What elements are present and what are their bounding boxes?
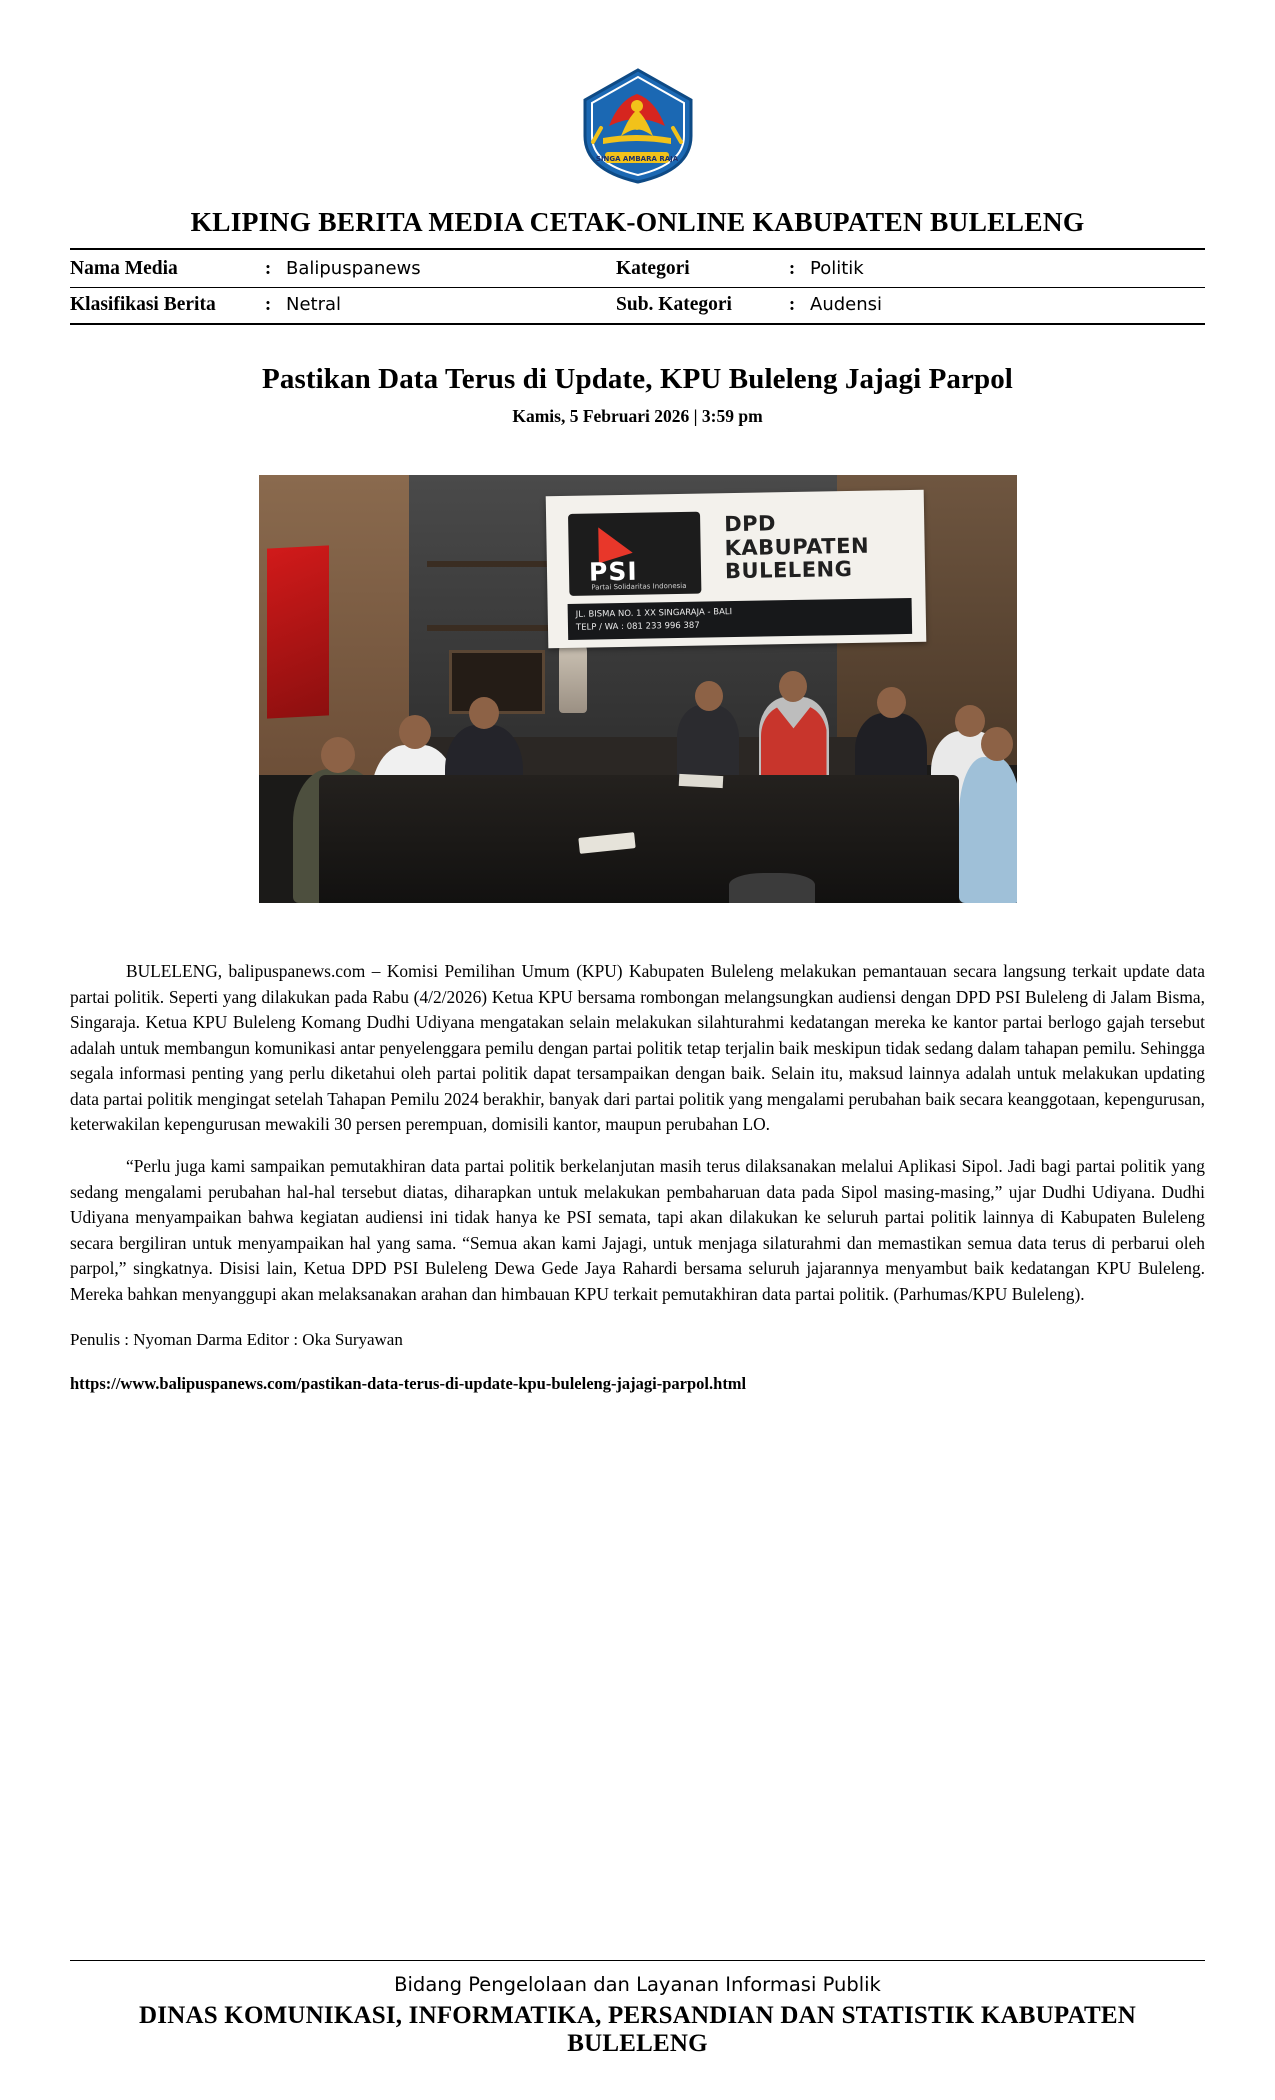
article-date: Kamis, 5 Februari 2026 | 3:59 pm <box>512 406 763 426</box>
article-title: Pastikan Data Terus di Update, KPU Buleleng Jajagi Parpol <box>262 363 1013 395</box>
photo-person-far-1-head <box>695 681 723 711</box>
photo-psi-logo-box <box>568 512 701 596</box>
photo-psi-banner <box>545 490 926 649</box>
article-byline: Penulis : Nyoman Darma Editor : Oka Suryawan <box>70 1329 403 1349</box>
colon-3: : <box>264 294 272 315</box>
footer-line-1: Bidang Pengelolaan dan Layanan Informasi Publik <box>394 1973 881 1996</box>
photo-table <box>319 775 959 903</box>
colon-1: : <box>264 258 272 279</box>
article-photo <box>259 475 1017 903</box>
label-nama-media: Nama Media <box>70 258 178 279</box>
metadata-table <box>70 252 1205 323</box>
photo-person-left-3-head <box>469 697 499 729</box>
photo-person-far-3-head <box>877 687 906 718</box>
value-kategori: Politik <box>810 258 864 279</box>
psi-subtext: Partai Solidaritas Indonesia <box>590 581 687 592</box>
photo-paper-2 <box>678 774 723 788</box>
article-photo-container <box>70 475 1205 903</box>
photo-person-right-1-head <box>955 705 985 737</box>
emblem-container <box>70 66 1205 184</box>
photo-person-right-2-head <box>981 727 1013 761</box>
value-nama-media: Balipuspanews <box>286 258 421 279</box>
colon-4: : <box>788 294 796 315</box>
photo-person-foreground <box>729 873 815 903</box>
value-klasifikasi-berita: Netral <box>286 294 342 315</box>
psi-banner-address: JL. BISMA NO. 1 XX SINGARAJA - BALI TELP / WA : 081 233 996 387 <box>567 598 912 640</box>
document-footer <box>70 1960 1205 2058</box>
article-body <box>70 959 1205 1308</box>
masthead-rule-top <box>70 248 1205 250</box>
value-sub-kategori: Audensi <box>810 294 883 315</box>
photo-person-left-2-head <box>399 715 431 749</box>
photo-statue <box>559 639 587 713</box>
metadata-row-2 <box>70 288 1205 323</box>
psi-wordmark: PSI <box>588 556 638 587</box>
metadata-row-1 <box>70 252 1205 287</box>
photo-person-right-2 <box>959 757 1017 903</box>
colon-2: : <box>788 258 796 279</box>
metadata-rule-bottom <box>70 323 1205 325</box>
masthead-title: KLIPING BERITA MEDIA CETAK-ONLINE KABUPATEN BULELENG <box>190 206 1085 237</box>
photo-red-poster <box>267 545 329 718</box>
buleleng-regency-emblem-icon <box>579 66 697 184</box>
photo-person-far-2-head <box>779 671 807 702</box>
photo-shelf-upper <box>427 561 557 567</box>
photo-shelf-lower <box>427 625 557 631</box>
footer-line-2: DINAS KOMUNIKASI, INFORMATIKA, PERSANDIAN DAN STATISTIK KABUPATEN BULELENG <box>139 2002 1136 2057</box>
label-kategori: Kategori <box>616 258 690 279</box>
label-klasifikasi-berita: Klasifikasi Berita <box>70 294 216 315</box>
article-source-url[interactable]: https://www.balipuspanews.com/pastikan-data-terus-di-update-kpu-buleleng-jajagi-parpol.html <box>70 1373 747 1393</box>
footer-rule <box>70 1960 1205 1961</box>
psi-banner-title: DPD KABUPATEN BULELENG <box>723 511 869 584</box>
svg-text:SINGA AMBARA RAJA: SINGA AMBARA RAJA <box>595 155 678 163</box>
photo-person-left-1-head <box>321 737 355 773</box>
label-sub-kategori: Sub. Kategori <box>616 294 732 315</box>
article-paragraph-1: BULELENG, balipuspanews.com – Komisi Pemilihan Umum (KPU) Kabupaten Buleleng melakukan pemantauan secara langsung terkait update data partai politik. Seperti yang dilakukan pada Rabu (4/2/2026) Ketua KPU bersama rombongan melangsungkan audiensi dengan DPD PSI Buleleng di Jalam Bisma, Singaraja. Ketua KPU Buleleng Komang Dudhi Udiyana mengatakan selain melakukan silahturahmi kedatangan mereka ke kantor partai berlogo gajah tersebut adalah untuk membangun komunikasi antar penyelenggara pemilu dengan partai politik tetap terjalin baik meskipun tidak sedang dalam tahapan pemilu. Sehingga segala informasi penting yang perlu diketahui oleh partai politik dapat tersampaikan dengan baik. Selain itu, maksud lainnya adalah untuk melakukan updating data partai politik mengingat setelah Tahapan Pemilu 2024 berakhir, banyak dari partai politik yang mengalami perubahan baik secara keanggotaan, kepengurusan, keterwakilan kepengurusan mewakili 30 persen perempuan, domisili kantor, maupun perubahan LO. <box>70 961 1205 1135</box>
article-paragraph-2: “Perlu juga kami sampaikan pemutakhiran data partai politik berkelanjutan masih terus dilaksanakan melalui Aplikasi Sipol. Jadi bagi partai politik yang sedang mengalami perubahan hal-hal tersebut diatas, diharapkan untuk melakukan pembaharuan data pada Sipol masing-masing,” ujar Dudhi Udiyana. Dudhi Udiyana menyampaikan bahwa kegiatan audiensi ini tidak hanya ke PSI semata, tapi akan dilakukan ke seluruh partai politik lainnya di Kabupaten Buleleng secara bergiliran untuk menyampaikan hal yang sama. “Semua akan kami Jajagi, untuk menjaga silaturahmi dan memastikan semua data terus di perbarui oleh parpol,” singkatnya. Disisi lain, Ketua DPD PSI Buleleng Dewa Gede Jaya Rahardi bersama seluruh jajarannya menyambut baik kedatangan KPU Buleleng. Mereka bahkan menyanggupi akan melaksanakan arahan dan himbauan KPU terkait pemutakhiran data partai politik. (Parhumas/KPU Buleleng). <box>70 1156 1205 1304</box>
